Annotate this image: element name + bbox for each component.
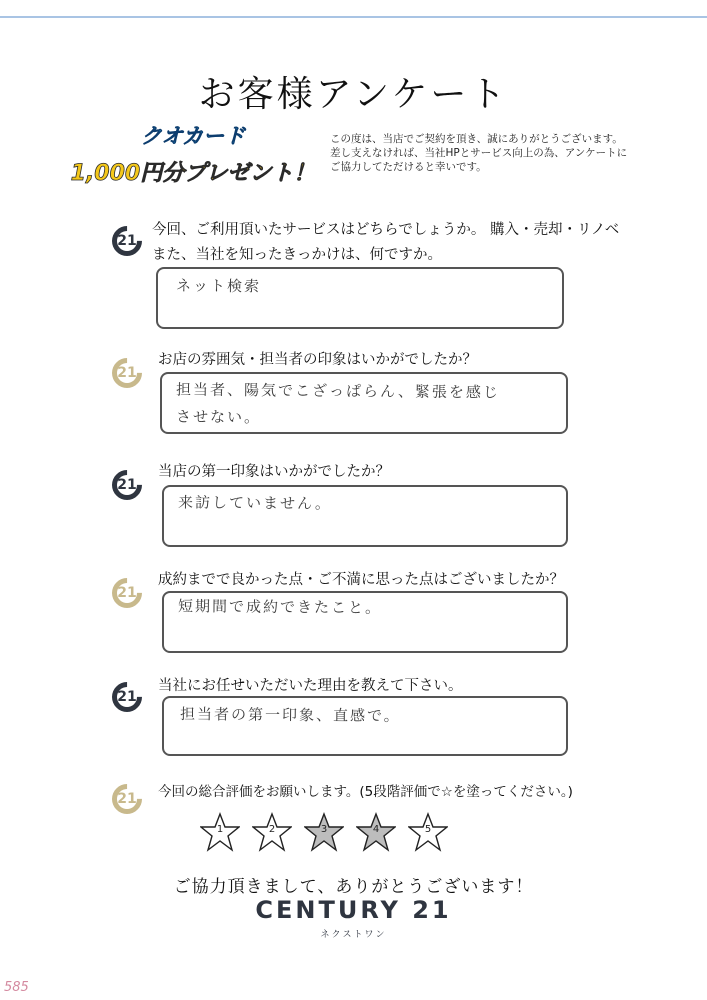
intro-line: この度は、当店でご契約を頂き、誠にありがとうございます。 (330, 133, 623, 145)
star-2[interactable] (252, 812, 292, 852)
promo-quo-card: クオカード (140, 124, 246, 148)
question-text: 今回、ご利用頂いたサービスはどちらでしょうか。 購入・売却・リノベ (152, 222, 620, 238)
handwritten-answer: 短期間で成約できたこと。 (177, 597, 383, 617)
star-1[interactable] (200, 812, 240, 852)
star-number: 1 (216, 824, 224, 835)
century21-logo: CENTURY 21 (255, 896, 452, 924)
intro-text (330, 132, 660, 174)
handwritten-answer: 担当者の第一印象、直感で。 (179, 705, 401, 725)
page-number: 585 (4, 980, 29, 995)
badge-number: 21 (117, 477, 137, 493)
star-4[interactable] (356, 812, 396, 852)
branch-name: ネクストワン (320, 930, 387, 940)
intro-line: 差し支えなければ、当社HPとサービス向上の為、アンケートに (330, 147, 628, 159)
badge-number: 21 (117, 585, 137, 601)
question-text: お店の雰囲気・担当者の印象はいかがでしたか？ (158, 352, 477, 368)
handwritten-answer: ネット検索 (175, 276, 262, 296)
badge-number: 21 (117, 365, 137, 381)
star-5[interactable] (408, 812, 448, 852)
top-rule (0, 16, 707, 18)
star-number: 3 (320, 824, 328, 835)
promo-present: 1,000円分プレゼント！ (70, 161, 316, 186)
page-title: お客様アンケート (198, 74, 509, 115)
star-number: 4 (372, 824, 380, 835)
intro-line: ご協力してただけると幸いです。 (330, 161, 487, 173)
rating-stars (200, 812, 450, 852)
badge-number: 21 (117, 791, 137, 807)
question-text: 当店の第一印象はいかがでしたか？ (158, 464, 390, 480)
star-number: 2 (268, 824, 276, 835)
handwritten-answer: 来訪していません。 (177, 493, 332, 513)
handwritten-answer: させない。 (175, 407, 262, 427)
question-text: 成約までで良かった点・ご不満に思った点はございましたか？ (158, 572, 564, 588)
handwritten-answer: 担当者、陽気でこざっぱらん、緊張を感じ (175, 380, 500, 402)
question-text: また、当社を知ったきっかけは、何ですか。 (152, 247, 442, 263)
badge-number: 21 (117, 233, 137, 249)
thanks-message: ご協力頂きまして、ありがとうございます！ (173, 877, 534, 897)
badge-number: 21 (117, 689, 137, 705)
star-3[interactable] (304, 812, 344, 852)
question-text: 当社にお任せいただいた理由を教えて下さい。 (158, 678, 463, 694)
question-text: 今回の総合評価をお願いします。(5段階評価で☆を塗ってください。) (158, 784, 573, 800)
star-number: 5 (424, 824, 432, 835)
